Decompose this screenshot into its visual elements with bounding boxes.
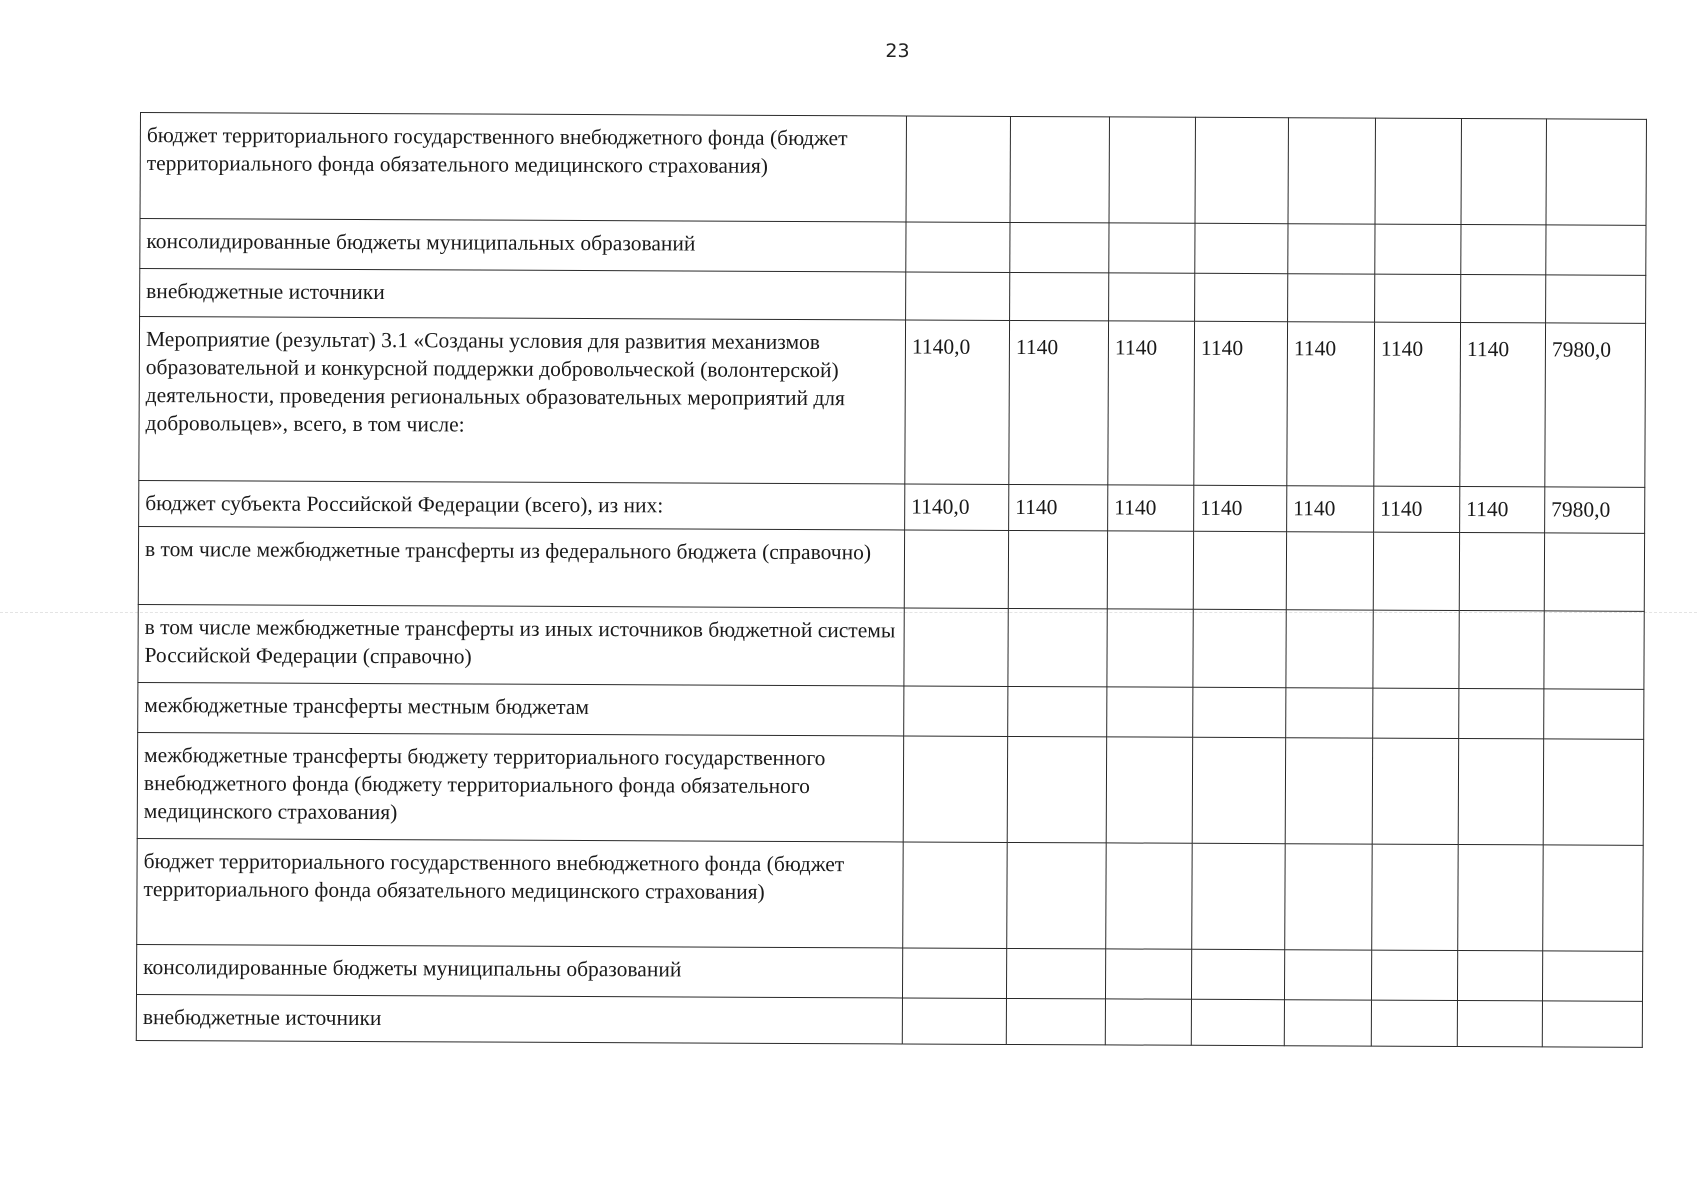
value-cell xyxy=(1459,532,1544,610)
value-cell xyxy=(1191,949,1284,999)
value-cell xyxy=(1010,272,1109,320)
value-cell xyxy=(1008,686,1107,736)
value-cell xyxy=(904,686,1008,736)
row-label: бюджет территориального государственного внебюджетного фонда (бюджет территориального фонда обязательного медицинского страхования) xyxy=(140,113,906,222)
value-cell xyxy=(906,116,1010,222)
value-cell xyxy=(1288,224,1375,274)
value-cell xyxy=(1544,689,1644,739)
value-cell xyxy=(1458,738,1543,844)
value-cell xyxy=(1107,687,1193,737)
value-cell xyxy=(904,608,1008,686)
value-cell xyxy=(903,842,1007,948)
value-cell xyxy=(1195,117,1288,223)
value-cell xyxy=(1288,118,1375,224)
value-cell: 1140 xyxy=(1194,321,1288,485)
value-cell xyxy=(1193,609,1286,687)
value-cell xyxy=(1107,609,1193,687)
value-cell xyxy=(1375,118,1461,224)
value-cell xyxy=(1106,843,1192,949)
value-cell: 1140 xyxy=(1009,484,1108,530)
value-cell xyxy=(1107,531,1193,609)
value-cell xyxy=(1195,223,1288,273)
value-cell xyxy=(1285,844,1372,950)
value-cell xyxy=(1542,1001,1642,1047)
value-cell xyxy=(1105,949,1191,999)
value-cell xyxy=(1109,273,1195,321)
value-cell xyxy=(1288,274,1375,322)
value-cell xyxy=(1457,950,1542,1000)
value-cell xyxy=(1461,224,1546,274)
value-cell: 1140 xyxy=(1374,486,1460,532)
value-cell xyxy=(1010,116,1109,222)
value-cell xyxy=(1008,530,1107,608)
value-cell xyxy=(1546,119,1646,225)
value-cell: 1140 xyxy=(1009,320,1109,484)
value-cell xyxy=(1191,999,1284,1045)
value-cell xyxy=(1461,118,1546,224)
value-cell xyxy=(1373,688,1459,738)
value-cell xyxy=(902,998,1006,1044)
value-cell xyxy=(1543,845,1643,951)
row-label: в том числе межбюджетные трансферты из федерального бюджета (справочно) xyxy=(138,526,904,607)
table-row xyxy=(140,219,1646,276)
table-row xyxy=(138,526,1644,611)
value-cell xyxy=(1195,273,1288,321)
value-cell xyxy=(1105,999,1191,1045)
value-cell xyxy=(1457,1000,1542,1046)
table-row xyxy=(138,604,1644,689)
row-label: Мероприятие (результат) 3.1 «Созданы условия для развития механизмов образовательной и конкурсной поддержки добровольческой (волонтерской) деятельности, проведения региональных образовательных мероприятий для добровольцев», всего, в том числе: xyxy=(139,317,906,484)
value-cell: 1140 xyxy=(1460,486,1545,532)
value-cell xyxy=(1286,610,1373,688)
value-cell: 1140 xyxy=(1374,322,1461,486)
row-label: межбюджетные трансферты местным бюджетам xyxy=(138,682,904,735)
value-cell xyxy=(1008,608,1107,686)
table-row xyxy=(137,838,1643,951)
table-body xyxy=(136,113,1646,1048)
value-cell: 1140 xyxy=(1108,485,1194,531)
value-cell xyxy=(1109,117,1195,223)
value-cell: 7980,0 xyxy=(1545,487,1645,533)
value-cell xyxy=(1372,738,1458,844)
value-cell xyxy=(904,530,1008,608)
value-cell xyxy=(1193,531,1286,609)
funding-table xyxy=(136,112,1647,1048)
value-cell xyxy=(1461,274,1546,322)
value-cell xyxy=(1006,998,1105,1044)
row-label: внебюджетные источники xyxy=(136,994,902,1043)
value-cell xyxy=(1546,225,1646,275)
value-cell xyxy=(1371,1000,1457,1046)
row-label: бюджет территориального государственного внебюджетного фонда (бюджет территориального фонда обязательного медицинского страхования) xyxy=(137,838,903,947)
value-cell xyxy=(1544,533,1644,611)
row-label: бюджет субъекта Российской Федерации (всего), из них: xyxy=(139,480,905,529)
value-cell xyxy=(1286,688,1373,738)
value-cell xyxy=(1373,532,1459,610)
value-cell xyxy=(1192,843,1285,949)
value-cell xyxy=(906,222,1010,272)
value-cell xyxy=(903,736,1007,842)
value-cell xyxy=(1285,738,1372,844)
value-cell xyxy=(1193,687,1286,737)
value-cell: 1140 xyxy=(1460,322,1546,486)
row-label: внебюджетные источники xyxy=(140,269,906,320)
value-cell: 1140 xyxy=(1287,486,1374,532)
row-label: в том числе межбюджетные трансферты из иных источников бюджетной системы Российской Федерации (справочно) xyxy=(138,604,904,685)
value-cell xyxy=(1007,736,1106,842)
value-cell xyxy=(1286,532,1373,610)
value-cell xyxy=(1109,223,1195,273)
table-row xyxy=(138,682,1644,739)
value-cell: 1140,0 xyxy=(905,484,1009,530)
value-cell xyxy=(1544,611,1644,689)
row-label: межбюджетные трансферты бюджету территориального государственного внебюджетного фонда (бюджету территориального фонда обязательного медицинского страхования) xyxy=(137,732,903,841)
table-row xyxy=(140,269,1646,324)
value-cell xyxy=(1543,739,1643,845)
row-label: консолидированные бюджеты муниципальны образований xyxy=(136,944,902,997)
value-cell xyxy=(1284,950,1371,1000)
table-row xyxy=(136,994,1642,1047)
table-row xyxy=(137,732,1643,845)
value-cell xyxy=(1459,610,1544,688)
value-cell: 1140 xyxy=(1108,321,1195,485)
row-label: консолидированные бюджеты муниципальных образований xyxy=(140,219,906,272)
value-cell xyxy=(1010,222,1109,272)
table-row xyxy=(139,480,1645,533)
value-cell xyxy=(1459,688,1544,738)
value-cell: 7980,0 xyxy=(1545,323,1646,487)
value-cell xyxy=(1373,610,1459,688)
value-cell: 1140 xyxy=(1194,485,1287,531)
value-cell xyxy=(1372,844,1458,950)
value-cell xyxy=(902,948,1006,998)
value-cell xyxy=(1192,737,1285,843)
table-row xyxy=(136,944,1642,1001)
table-row xyxy=(140,113,1646,226)
value-cell xyxy=(1458,844,1543,950)
value-cell xyxy=(1007,842,1106,948)
page-number: 23 xyxy=(885,40,910,62)
value-cell xyxy=(1375,224,1461,274)
value-cell xyxy=(1542,951,1642,1001)
value-cell xyxy=(906,272,1010,320)
value-cell xyxy=(1284,1000,1371,1046)
value-cell xyxy=(1006,948,1105,998)
table-row xyxy=(139,317,1646,488)
value-cell xyxy=(1546,275,1646,323)
value-cell xyxy=(1106,737,1192,843)
value-cell: 1140 xyxy=(1287,322,1375,486)
value-cell xyxy=(1371,950,1457,1000)
value-cell xyxy=(1375,274,1461,322)
value-cell: 1140,0 xyxy=(905,320,1010,484)
